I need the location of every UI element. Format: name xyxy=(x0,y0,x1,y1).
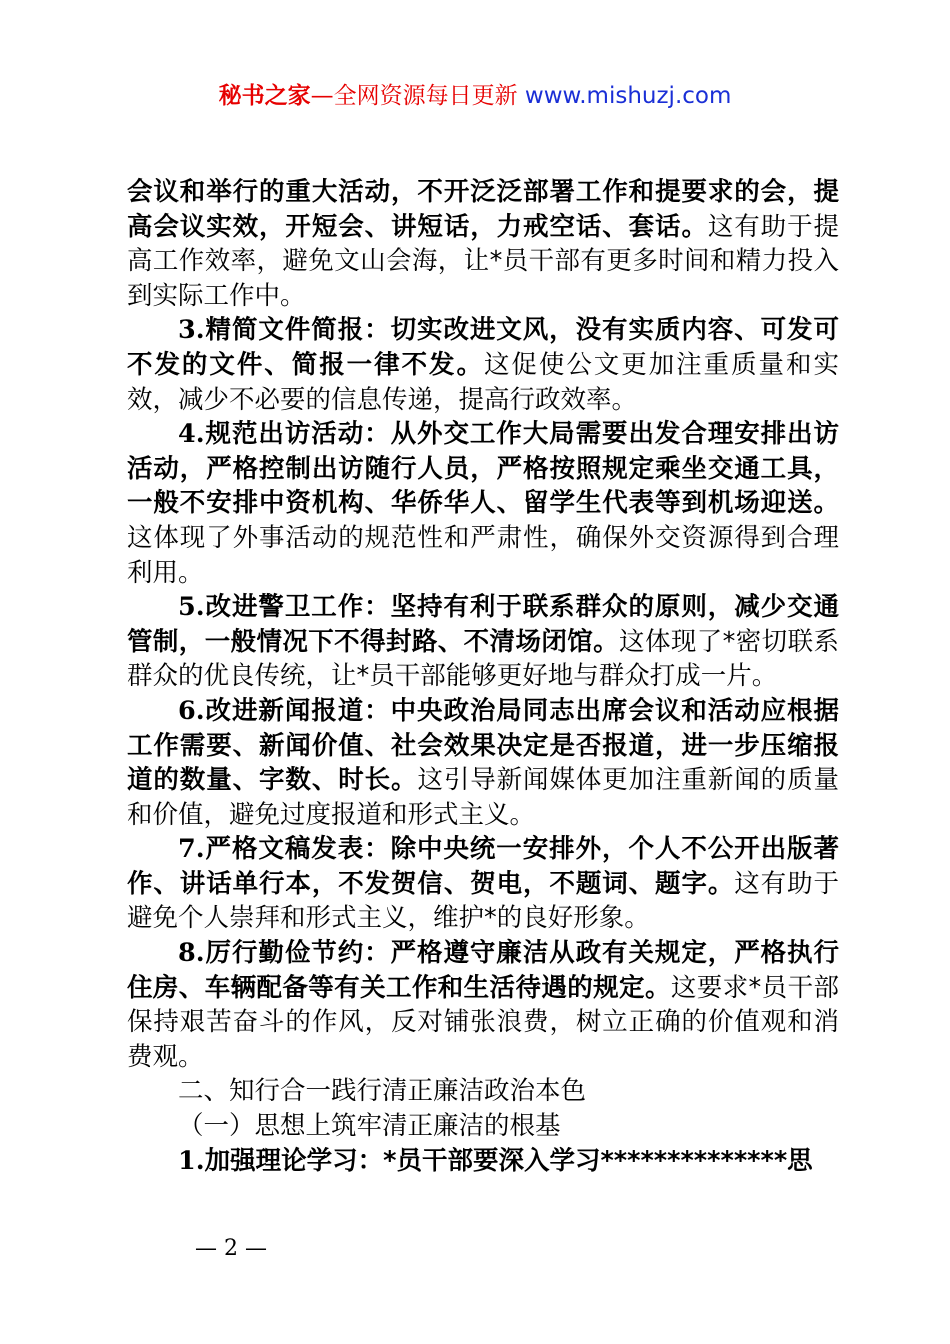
item-number: 7. xyxy=(178,834,205,865)
header-tagline: —全网资源每日更新 xyxy=(310,83,525,109)
document-body xyxy=(127,175,839,1178)
paragraph-text: 这引导新闻媒体更加注重新闻的质量和价值，避免过度报道和形式主义。 xyxy=(127,765,839,830)
paragraph-bold-text: 严格文稿发表：除中央统一安排外，个人不公开出版著作、讲话单行本，不发贺信、贺电，不题词、题字。 xyxy=(127,834,839,899)
item-number: 3. xyxy=(178,315,205,346)
subsection-heading: （一）思想上筑牢清正廉洁的根基 xyxy=(178,1111,561,1142)
section-heading: 二、知行合一践行清正廉洁政治本色 xyxy=(178,1076,587,1107)
paragraph-bold-text: 厉行勤俭节约：严格遵守廉洁从政有关规定，严格执行住房、车辆配备等有关工作和生活待遇的规定。 xyxy=(127,938,839,1003)
paragraph-item-4 xyxy=(127,417,839,590)
paragraph-item-7 xyxy=(127,832,839,936)
paragraph-bold-text: 规范出访活动：从外交工作大局需要出发合理安排出访活动，严格控制出访随行人员，严格按照规定乘坐交通工具，一般不安排中资机构、华侨华人、留学生代表等到机场迎送。 xyxy=(127,419,839,519)
paragraph-text: 这要求*员干部保持艰苦奋斗的作风，反对铺张浪费，树立正确的价值观和消费观。 xyxy=(127,972,839,1072)
item-number: 5. xyxy=(178,592,205,623)
site-url[interactable]: www.mishuzj.com xyxy=(524,83,732,109)
paragraph-bold-text: 会议和举行的重大活动，不开泛泛部署工作和提要求的会，提高会议实效，开短会、讲短话，力戒空话、套话。 xyxy=(127,177,839,242)
brand-name: 秘书之家 xyxy=(218,83,311,109)
paragraph-text: 这体现了*密切联系群众的优良传统，让*员干部能够更好地与群众打成一片。 xyxy=(127,626,839,692)
paragraph-text: 这有助于提高工作效率，避免文山会海，让*员干部有更多时间和精力投入到实际工作中。 xyxy=(127,211,839,311)
paragraph-text: 这有助于避免个人崇拜和形式主义，维护*的良好形象。 xyxy=(127,868,839,934)
paragraph-item-5 xyxy=(127,590,839,694)
paragraph-text: 这体现了外事活动的规范性和严肃性，确保外交资源得到合理利用。 xyxy=(127,522,839,588)
paragraph-bold-text: 加强理论学习：*员干部要深入学习**************思 xyxy=(204,1145,813,1176)
paragraph-bold-text: 改进新闻报道：中央政治局同志出席会议和活动应根据工作需要、新闻价值、社会效果决定是否报道，进一步压缩报道的数量、字数、时长。 xyxy=(127,695,839,796)
item-number: 6. xyxy=(178,695,205,726)
paragraph-item-6 xyxy=(127,694,839,832)
item-number: 4. xyxy=(178,419,205,450)
paragraph-continued xyxy=(127,175,839,313)
item-number: 8. xyxy=(178,938,205,969)
paragraph-item-1 xyxy=(127,1144,839,1179)
item-number: 1. xyxy=(178,1145,205,1176)
site-header xyxy=(0,80,950,112)
paragraph-text: 这促使公文更加注重质量和实效，减少不必要的信息传递，提高行政效率。 xyxy=(127,349,839,415)
paragraph-item-3 xyxy=(127,313,839,417)
paragraph-bold-text: 改进警卫工作：坚持有利于联系群众的原则，减少交通管制，一般情况下不得封路、不清场闭馆。 xyxy=(127,592,839,657)
paragraph-item-8 xyxy=(127,936,839,1074)
page-number: — 2 — xyxy=(195,1236,267,1261)
paragraph-bold-text: 精简文件简报：切实改进文风，没有实质内容、可发可不发的文件、简报一律不发。 xyxy=(127,315,839,380)
